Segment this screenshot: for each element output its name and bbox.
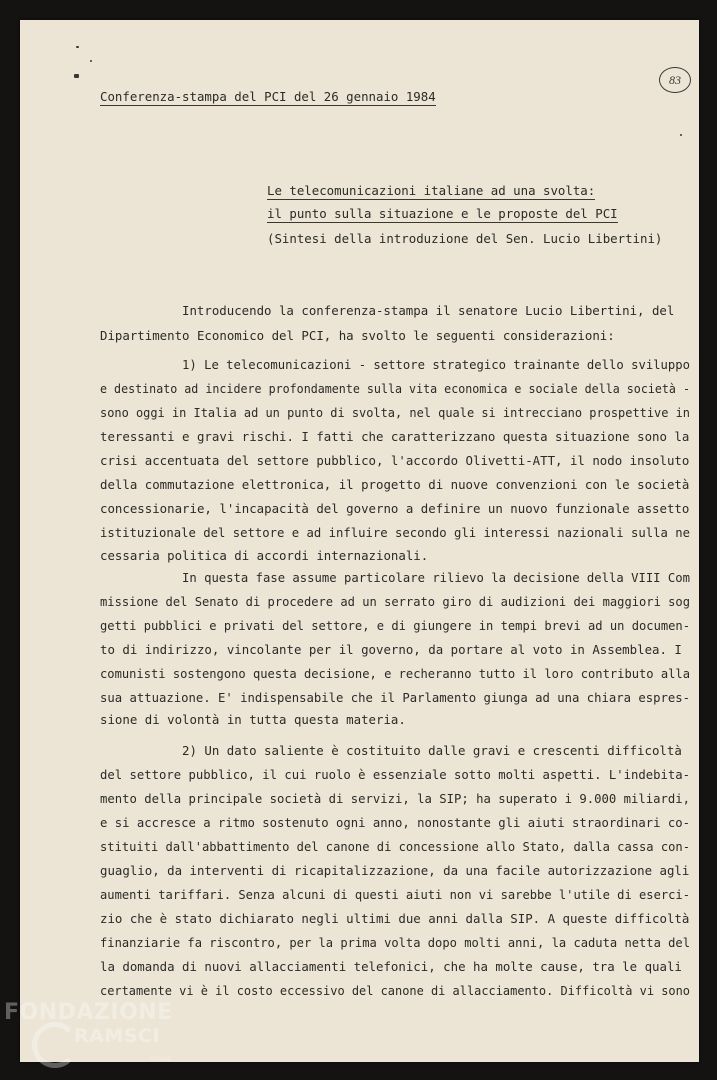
body-line: In questa fase assume particolare rilievo la decisione della VIII Com [182,570,690,585]
body-line: della commutazione elettronica, il progetto di nuove convenzioni con le società [100,477,690,492]
body-line: e si accresce a ritmo sostenuto ogni anno, nonostante gli aiuti straordinari co- [100,815,690,830]
ink-speck [90,60,92,62]
body-line: sua attuazione. E' indispensabile che il Parlamento giunga ad una chiara espres- [100,690,690,705]
page-number-stamp: 83 [659,67,691,93]
body-line: 1) Le telecomunicazioni - settore strategico trainante dello sviluppo [182,357,690,372]
body-line: sono oggi in Italia ad un punto di svolta, nel quale si intrecciano prospettive in [100,405,690,420]
ink-speck [76,46,79,48]
watermark-line-3: onlus [150,1054,172,1063]
body-line: stituiti dall'abbattimento del canone di concessione allo Stato, dalla cassa con- [100,839,690,854]
title-line-1: Le telecomunicazioni italiane ad una svolta: [267,183,596,198]
body-line: comunisti sostengono questa decisione, e recheranno tutto il loro contributo alla [100,666,690,681]
body-line: zio che è stato dichiarato negli ultimi due anni dalla SIP. A queste difficoltà [100,911,690,926]
ink-speck [74,74,79,78]
body-line: Dipartimento Economico del PCI, ha svolto le seguenti considerazioni: [100,328,615,343]
body-line: cessaria politica di accordi internazionali. [100,548,429,563]
body-line: sione di volontà in tutta questa materia. [100,712,406,727]
watermark-line-1: FONDAZIONE [4,1000,173,1025]
body-line: mento della principale società di servizi, la SIP; ha superato i 9.000 miliardi, [100,791,690,806]
body-line: certamente vi è il costo eccessivo del canone di allacciamento. Difficoltà vi sono [100,983,690,998]
body-line: 2) Un dato saliente è costituito dalle gravi e crescenti difficoltà [182,743,682,758]
body-line: crisi accentuata del settore pubblico, l'accordo Olivetti-ATT, il nodo insoluto [100,453,690,468]
title-line-2: il punto sulla situazione e le proposte del PCI [267,206,618,221]
body-line: guaglio, da interventi di ricapitalizzazione, da una facile autorizzazione agli [100,863,690,878]
document-header: Conferenza-stampa del PCI del 26 gennaio 1984 [100,89,436,104]
body-line: to di indirizzo, vincolante per il governo, da portare al voto in Assemblea. I [100,642,682,657]
body-line: del settore pubblico, il cui ruolo è essenziale sotto molti aspetti. L'indebita- [100,767,690,782]
body-line: e destinato ad incidere profondamente sulla vita economica e sociale della società - [100,381,690,396]
body-line: finanziarie fa riscontro, per la prima volta dopo molti anni, la caduta netta del [100,935,690,950]
body-line: la domanda di nuovi allacciamenti telefonici, che ha molte cause, tra le quali [100,959,682,974]
body-line: teressanti e gravi rischi. I fatti che caratterizzano questa situazione sono la [100,429,690,444]
archive-watermark [4,1000,204,1080]
body-line: missione del Senato di procedere ad un serrato giro di audizioni dei maggiori sog [100,594,690,609]
body-line: Introducendo la conferenza-stampa il senatore Lucio Libertini, del [182,303,675,318]
body-line: aumenti tariffari. Senza alcuni di questi aiuti non vi sarebbe l'utile di eserci- [100,887,690,902]
watermark-g-logo-icon [32,1022,78,1068]
subtitle: (Sintesi della introduzione del Sen. Lucio Libertini) [267,231,663,246]
body-line: istituzionale del settore e ad influire secondo gli interessi nazionali sulla ne [100,525,690,540]
document-page [20,20,699,1062]
body-line: concessionarie, l'incapacità del governo a definire un nuovo funzionale assetto [100,501,690,516]
body-line: getti pubblici e privati del settore, e di giungere in tempi brevi ad un documen- [100,618,690,633]
ink-speck [680,134,682,136]
watermark-line-2: RAMSCI [74,1025,160,1047]
